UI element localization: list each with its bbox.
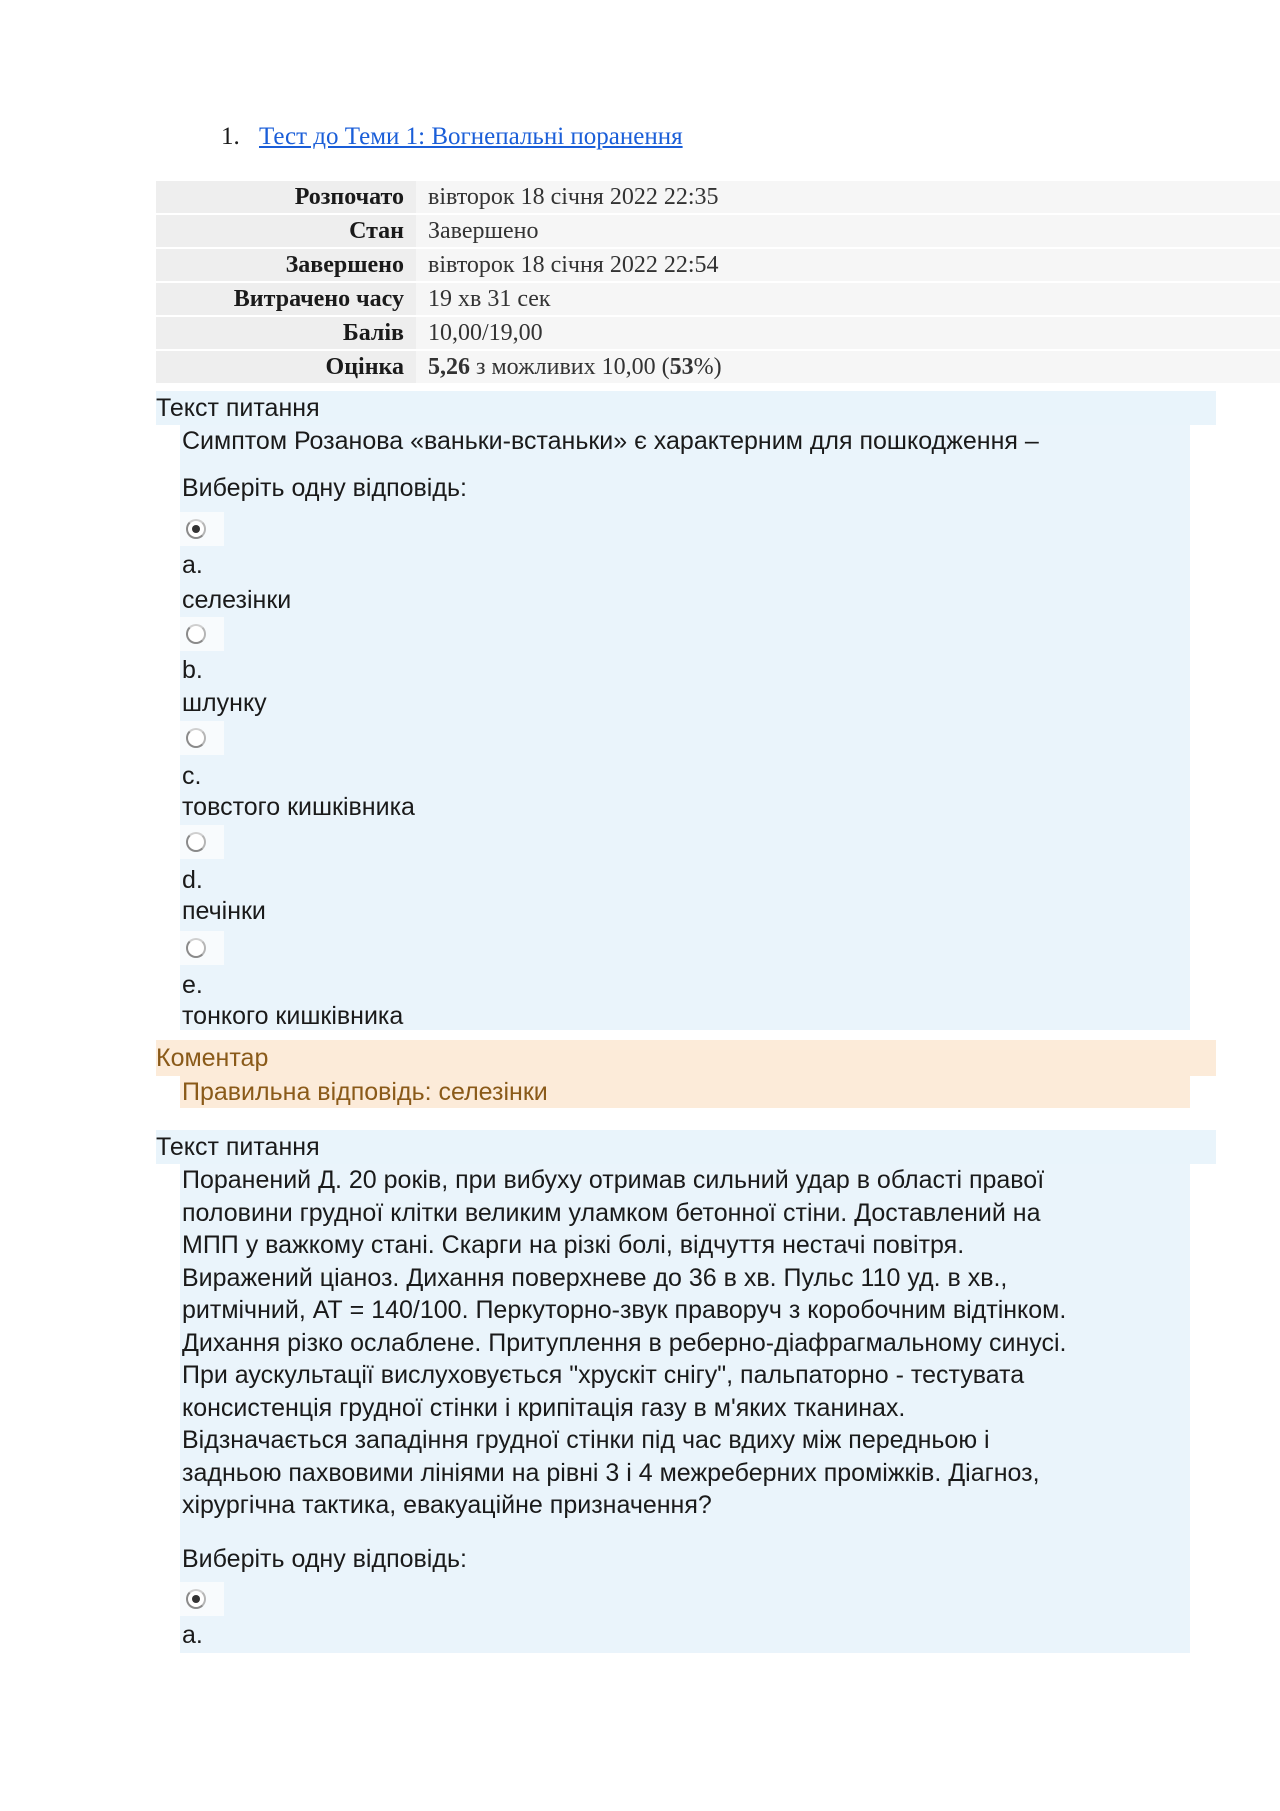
- summary-row-marks: [156, 316, 1280, 350]
- comment-body: [180, 1076, 1190, 1108]
- question-text-line: хірургічна тактика, евакуаційне призначення?: [182, 1491, 712, 1519]
- summary-value: вівторок 18 січня 2022 22:54: [416, 248, 1280, 282]
- correct-answer-text: Правильна відповідь: селезінки: [182, 1078, 548, 1106]
- option-a-radio[interactable]: [180, 512, 224, 546]
- summary-label: Стан: [156, 214, 416, 248]
- question-1-prompt: Виберіть одну відповідь:: [182, 474, 467, 502]
- summary-row-time-taken: [156, 282, 1280, 316]
- grade-out-of: з можливих 10,00 (: [470, 353, 670, 380]
- option-d-letter: d.: [182, 866, 203, 894]
- summary-label: Витрачено часу: [156, 282, 416, 316]
- attempt-summary-table: [156, 181, 1280, 385]
- option-a-letter: a.: [182, 1621, 203, 1649]
- radio-unchecked-icon: [186, 624, 206, 644]
- question-2-text: [182, 1164, 1142, 1522]
- question-2-prompt: Виберіть одну відповідь:: [182, 1545, 467, 1573]
- comment-header: Коментар: [156, 1040, 1216, 1076]
- question-2-body: [180, 1164, 1190, 1653]
- question-text-line: консистенція грудної стінки і крипітація газу в м'яких тканинах.: [182, 1393, 906, 1422]
- summary-row-grade: [156, 350, 1280, 384]
- option-c-radio[interactable]: [180, 721, 224, 755]
- question-text-line: Виражений ціаноз. Дихання поверхневе до 36 в хв. Пульс 110 уд. в хв.,: [182, 1263, 1008, 1292]
- summary-row-started: [156, 181, 1280, 214]
- option-a-letter: a.: [182, 551, 203, 579]
- option-b-text: шлунку: [182, 689, 267, 717]
- question-text-line: половини грудної клітки великим уламком бетонної стіни. Доставлений на: [182, 1198, 1041, 1227]
- question-1-header: Текст питання: [156, 391, 1216, 425]
- question-text-line: МПП у важкому стані. Скарги на різкі болі, відчуття нестачі повітря.: [182, 1231, 965, 1259]
- quiz-breadcrumb: [221, 122, 683, 152]
- summary-value: 10,00/19,00: [416, 316, 1280, 350]
- option-c-text: товстого кишківника: [182, 793, 415, 821]
- summary-label: Оцінка: [156, 350, 416, 384]
- summary-row-completed: [156, 248, 1280, 282]
- option-b-letter: b.: [182, 656, 203, 684]
- option-e-letter: e.: [182, 971, 203, 999]
- summary-grade-value: [416, 350, 1280, 384]
- radio-checked-icon: [186, 1589, 206, 1609]
- option-e-radio[interactable]: [180, 931, 224, 965]
- radio-unchecked-icon: [186, 832, 206, 852]
- radio-unchecked-icon: [186, 938, 206, 958]
- radio-checked-icon: [186, 519, 206, 539]
- grade-percent-sign: %): [693, 353, 722, 380]
- question-text-line: задньою пахвовими лініями на рівні 3 і 4 межреберних проміжків. Діагноз,: [182, 1458, 1040, 1487]
- option-d-text: печінки: [182, 897, 266, 925]
- grade-percent: 53: [669, 353, 694, 380]
- option-e-text: тонкого кишківника: [182, 1002, 404, 1030]
- summary-label: Розпочато: [156, 181, 416, 214]
- question-2-header: Текст питання: [156, 1130, 1216, 1164]
- question-1-text: Симптом Розанова «ваньки-встаньки» є характерним для пошкодження –: [182, 427, 1039, 455]
- question-text-line: Відзначається западіння грудної стінки під час вдиху між передньою і: [182, 1426, 990, 1454]
- summary-label: Завершено: [156, 248, 416, 282]
- question-text-line: Дихання різко ослаблене. Притуплення в реберно-діафрагмальному синусі.: [182, 1328, 1067, 1357]
- question-1-body: [180, 425, 1190, 1030]
- summary-value: 19 хв 31 сек: [416, 282, 1280, 316]
- question-text-line: ритмічний, АТ = 140/100. Перкуторно-звук праворуч з коробочним відтінком.: [182, 1296, 1067, 1324]
- summary-label: Балів: [156, 316, 416, 350]
- summary-value: Завершено: [416, 214, 1280, 248]
- radio-unchecked-icon: [186, 728, 206, 748]
- question-text-line: При аускультації вислуховується "хрускіт снігу", пальпаторно - тестувата: [182, 1361, 1025, 1389]
- grade-score: 5,26: [428, 353, 470, 380]
- option-a-text: селезінки: [182, 586, 292, 614]
- option-b-radio[interactable]: [180, 617, 224, 651]
- option-c-letter: c.: [182, 762, 202, 790]
- summary-value: вівторок 18 січня 2022 22:35: [416, 181, 1280, 214]
- list-number: 1.: [221, 123, 240, 150]
- question-text-line: Поранений Д. 20 років, при вибуху отримав сильний удар в області правої: [182, 1166, 1045, 1194]
- quiz-title-link[interactable]: Тест до Теми 1: Вогнепальні поранення: [259, 123, 683, 150]
- option-a-radio[interactable]: [180, 1582, 224, 1616]
- option-d-radio[interactable]: [180, 825, 224, 859]
- summary-row-state: [156, 214, 1280, 248]
